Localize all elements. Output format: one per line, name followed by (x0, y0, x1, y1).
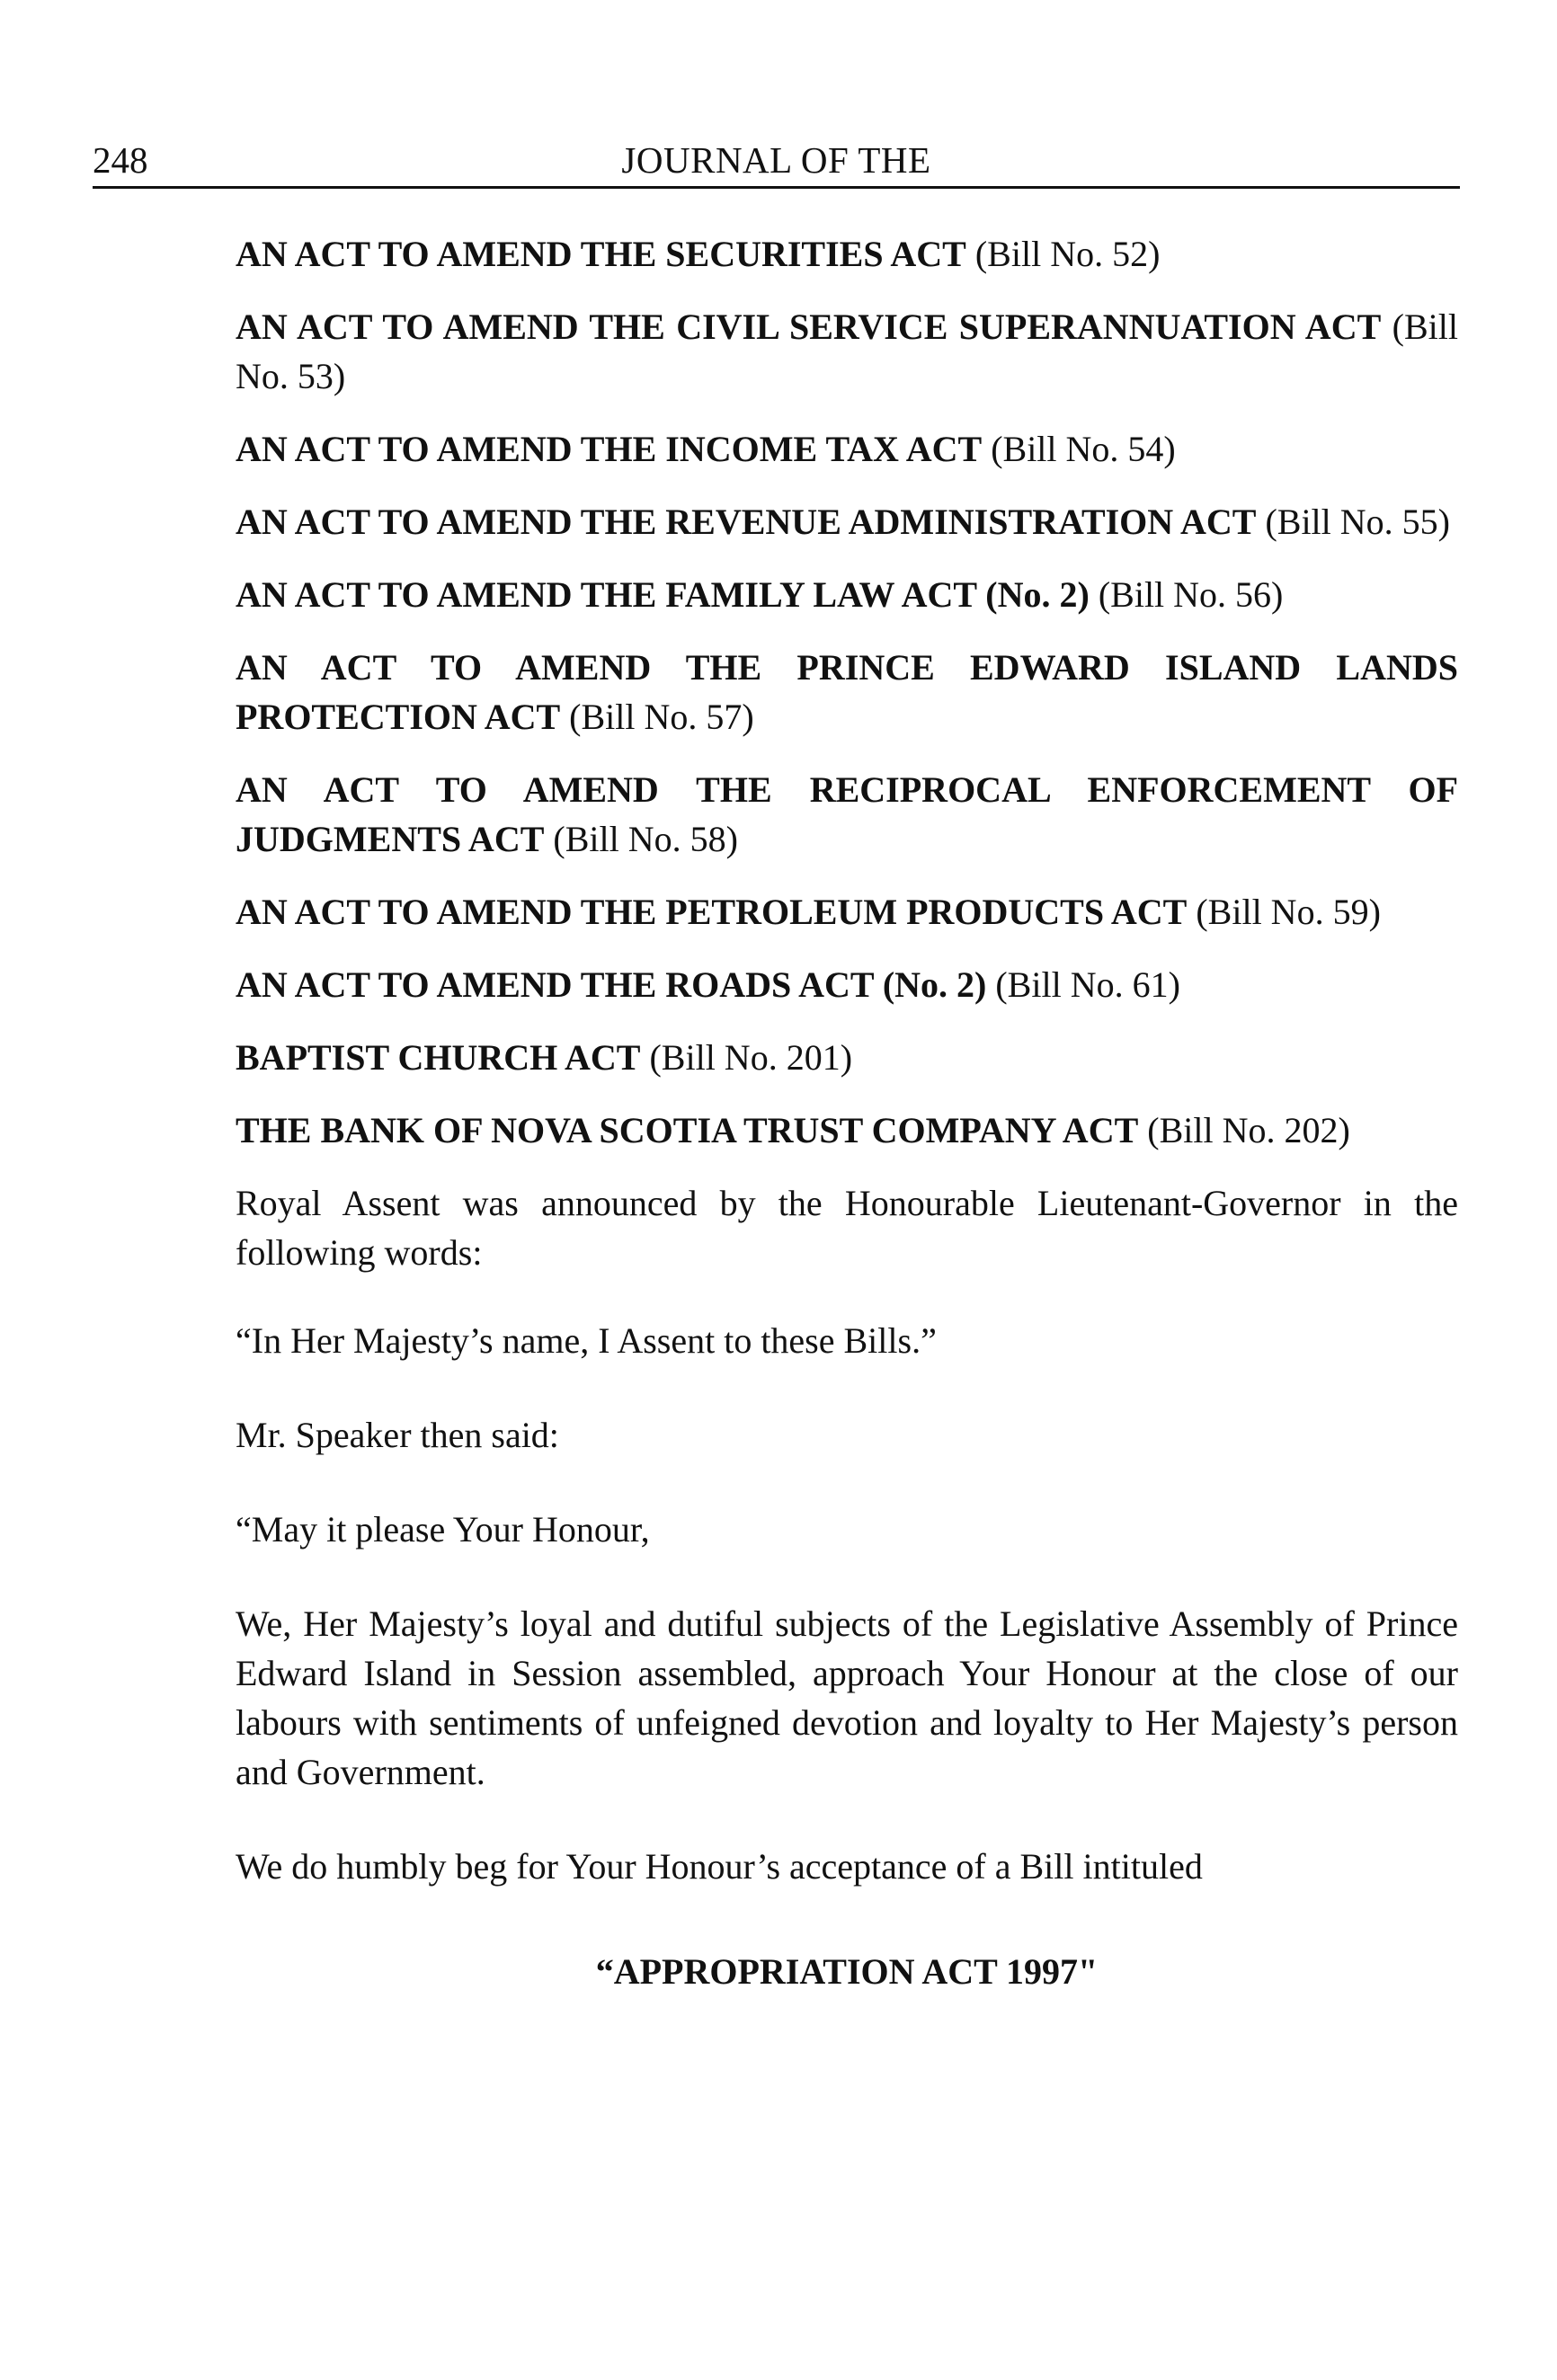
bill-title: THE BANK OF NOVA SCOTIA TRUST COMPANY ACT (236, 1110, 1139, 1150)
loyalty-paragraph: We, Her Majesty’s loyal and dutiful subjects of the Legislative Assembly of Prince Edward Island in Session assembled, approach Your Honour at the close of our labours with sentiments of unfeigned devotion and loyalty to Her Majesty’s person and Government. (236, 1603, 1458, 1792)
bill-number: (Bill No. 202) (1147, 1110, 1350, 1150)
bill-entry (236, 643, 1458, 742)
bill-entry (236, 302, 1458, 401)
bill-title: AN ACT TO AMEND THE RECIPROCAL ENFORCEMENT OF JUDGMENTS ACT (236, 769, 1458, 859)
bill-title: BAPTIST CHURCH ACT (236, 1037, 641, 1078)
header-rule (93, 186, 1460, 189)
assent-quote: “In Her Majesty’s name, I Assent to these Bills.” (236, 1320, 937, 1361)
bill-number: (Bill No. 56) (1098, 574, 1284, 615)
bill-title: AN ACT TO AMEND THE PRINCE EDWARD ISLAND LANDS PROTECTION ACT (236, 647, 1458, 737)
address-opening: “May it please Your Honour, (236, 1509, 650, 1550)
royal-assent-paragraph: Royal Assent was announced by the Honourable Lieutenant-Governor in the following words: (236, 1183, 1458, 1273)
bill-entry (236, 497, 1458, 546)
appropriation-act-title: “APPROPRIATION ACT 1997" (595, 1951, 1099, 1992)
bill-title: AN ACT TO AMEND THE REVENUE ADMINISTRATION ACT (236, 502, 1257, 542)
bill-number: (Bill No. 52) (974, 234, 1161, 274)
bill-title: AN ACT TO AMEND THE ROADS ACT (No. 2) (236, 964, 987, 1005)
page-header (93, 133, 1460, 187)
bill-number: (Bill No. 53) (236, 306, 1458, 396)
bill-entry (236, 1033, 1458, 1082)
bill-number: (Bill No. 59) (1196, 892, 1381, 932)
acceptance-request: We do humbly beg for Your Honour’s acceptance of a Bill intituled (236, 1846, 1203, 1887)
bill-entry (236, 765, 1458, 864)
bill-number: (Bill No. 54) (991, 429, 1176, 469)
bill-title: AN ACT TO AMEND THE INCOME TAX ACT (236, 429, 983, 469)
running-title: JOURNAL OF THE (621, 139, 931, 181)
bill-number: (Bill No. 57) (569, 697, 754, 737)
bill-entry (236, 570, 1458, 619)
page-content (236, 229, 1458, 1996)
bill-entry (236, 960, 1458, 1009)
bill-entry (236, 229, 1458, 279)
bill-number: (Bill No. 61) (995, 964, 1180, 1005)
bill-number: (Bill No. 55) (1265, 502, 1450, 542)
bill-number: (Bill No. 58) (553, 819, 738, 859)
bill-title: AN ACT TO AMEND THE CIVIL SERVICE SUPERANNUATION ACT (236, 306, 1382, 347)
bill-entry (236, 1106, 1458, 1155)
bill-entry (236, 424, 1458, 474)
bill-title: AN ACT TO AMEND THE SECURITIES ACT (236, 234, 966, 274)
bill-title: AN ACT TO AMEND THE PETROLEUM PRODUCTS ACT (236, 892, 1188, 932)
bill-entry (236, 887, 1458, 937)
bill-number: (Bill No. 201) (649, 1037, 853, 1078)
page-number: 248 (93, 139, 148, 181)
speaker-intro: Mr. Speaker then said: (236, 1415, 559, 1455)
bill-title: AN ACT TO AMEND THE FAMILY LAW ACT (No. 2) (236, 574, 1090, 615)
